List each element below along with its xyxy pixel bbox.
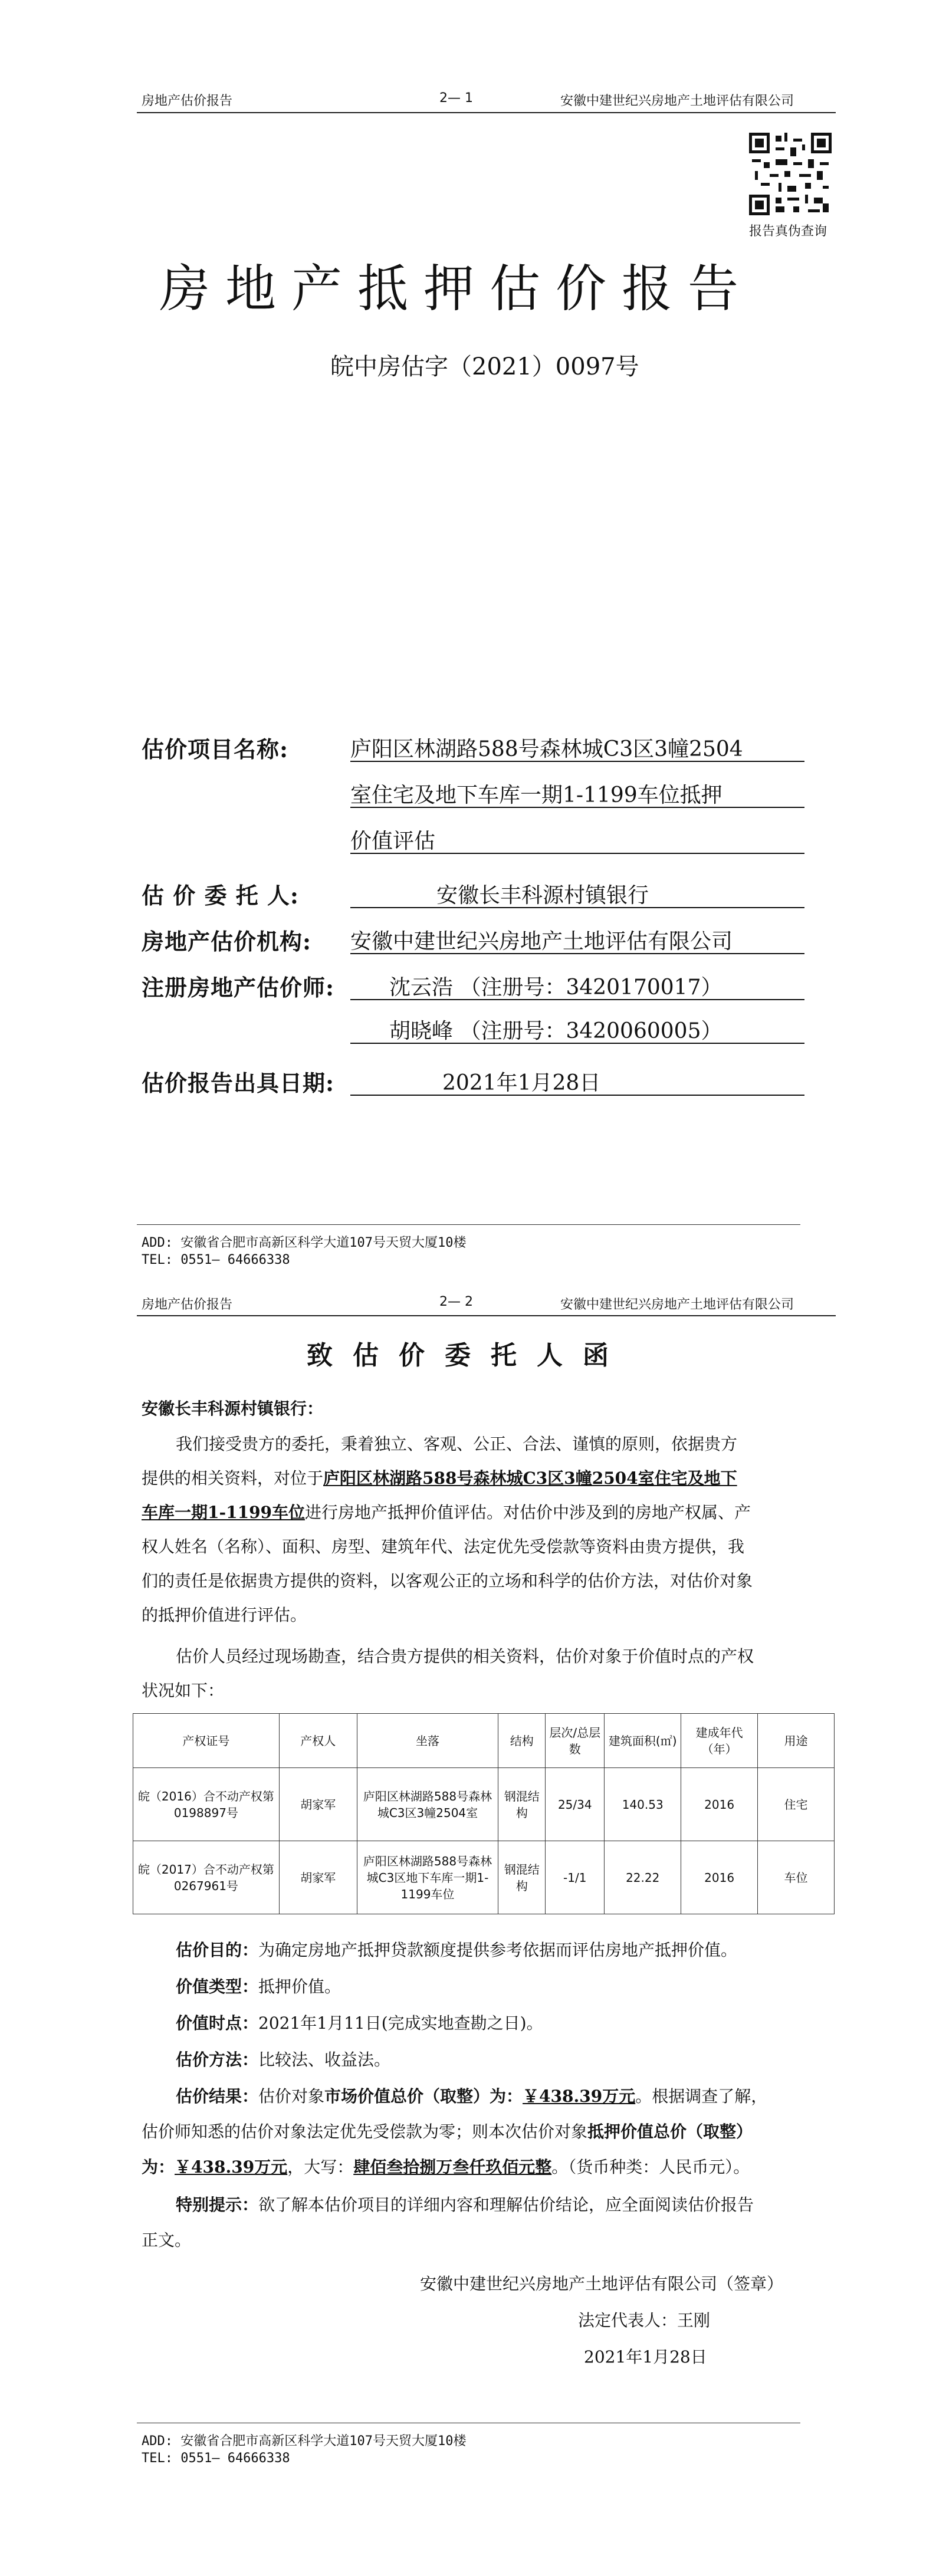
table-header: 结构 [498,1714,546,1768]
qr-caption: 报告真伪查询 [749,224,827,239]
table-cell: 140.53 [605,1768,681,1841]
table-cell: -1/1 [546,1841,605,1914]
special-note-line: 正文。 [142,2230,192,2250]
table-cell: 2016 [681,1841,758,1914]
table-header: 建成年代（年） [681,1714,758,1768]
table-header: 建筑面积(㎡) [605,1714,681,1768]
paragraph-line: 权人姓名（名称）、面积、房型、建筑年代、法定优先受偿款等资料由贵方提供，我 [142,1537,745,1556]
qr-code-icon [749,133,832,215]
legal-representative: 法定代表人：王刚 [578,2311,711,2330]
table-cell: 皖（2017）合不动产权第0267961号 [133,1841,280,1914]
header-left: 房地产估价报告 [142,1297,233,1312]
underline [350,853,804,854]
value-date-line: 价值时点：2021年1月11日(完成实地查勘之日)。 [176,2013,543,2033]
footer-address: ADD: 安徽省合肥市高新区科学大道107号天贸大厦10楼 [142,2434,467,2449]
client-value: 安徽长丰科源村镇银行 [436,883,649,908]
project-name-line1: 庐阳区林湖路588号森林城C3区3幢2504 [350,737,743,761]
table-cell: 2016 [681,1768,758,1841]
appraiser-label: 注册房地产估价师: [142,974,335,1001]
footer-phone: TEL: 0551— 64666338 [142,1253,290,1267]
purpose-line: 估价目的：为确定房地产抵押贷款额度提供参考依据而评估房地产抵押价值。 [176,1940,738,1960]
header-rule [137,1315,836,1316]
underline [350,953,804,954]
property-rights-table [133,1713,835,1914]
table-header: 产权人 [279,1714,357,1768]
project-name-line3: 价值评估 [350,829,436,853]
agency-label: 房地产估价机构: [142,928,312,955]
client-label: 估 价 委 托 人: [142,882,299,909]
result-line: 估价师知悉的估价对象法定优先受偿款为零；则本次估价对象抵押价值总价（取整） [142,2122,753,2141]
table-cell: 胡家军 [279,1841,357,1914]
signature-date: 2021年1月28日 [584,2347,707,2367]
footer-address: ADD: 安徽省合肥市高新区科学大道107号天贸大厦10楼 [142,1236,467,1250]
header-right: 安徽中建世纪兴房地产土地评估有限公司 [560,94,794,109]
letter-title: 致估价委托人函 [307,1340,629,1371]
paragraph-line: 们的责任是依据贵方提供的资料，以客观公正的立场和科学的估价方法，对估价对象 [142,1571,753,1591]
header-page-number: 2— 2 [439,1294,473,1309]
underline [350,1095,804,1096]
underline [350,1043,804,1044]
table-header: 坐落 [357,1714,498,1768]
special-note-line: 特别提示：欲了解本估价项目的详细内容和理解估价结论，应全面阅读估价报告 [176,2195,754,2214]
issue-date-label: 估价报告出具日期: [142,1070,335,1096]
table-row [133,1768,835,1841]
value-type-line: 价值类型：抵押价值。 [176,1977,341,1996]
header-page-number: 2— 1 [439,91,473,106]
underline [350,999,804,1000]
appraiser-2: 胡晓峰 （注册号：3420060005） [389,1019,722,1043]
project-name-label: 估价项目名称: [142,736,289,763]
salutation: 安徽长丰科源村镇银行： [142,1399,324,1418]
header-left: 房地产估价报告 [142,94,233,109]
footer-phone: TEL: 0551— 64666338 [142,2451,290,2466]
table-cell: 钢混结构 [498,1768,546,1841]
table-header-row [133,1714,835,1768]
paragraph-line: 我们接受贵方的委托，秉着独立、客观、公正、合法、谨慎的原则，依据贵方 [176,1434,738,1454]
method-line: 估价方法：比较法、收益法。 [176,2050,391,2069]
table-cell: 皖（2016）合不动产权第0198897号 [133,1768,280,1841]
paragraph-line: 的抵押价值进行评估。 [142,1605,307,1625]
paragraph-line: 状况如下： [142,1681,225,1700]
agency-value: 安徽中建世纪兴房地产土地评估有限公司 [350,929,733,954]
paragraph-line: 提供的相关资料，对位于庐阳区林湖路588号森林城C3区3幢2504室住宅及地下 [142,1468,737,1488]
signature-company: 安徽中建世纪兴房地产土地评估有限公司（签章） [420,2274,784,2294]
paragraph-line: 车库一期1-1199车位进行房地产抵押价值评估。对估价中涉及到的房地产权属、产 [142,1503,751,1522]
footer-rule [137,1224,800,1225]
project-name-line2: 室住宅及地下车库一期1-1199车位抵押 [350,783,722,807]
report-title: 房地产抵押估价报告 [159,259,754,318]
table-header: 用途 [758,1714,835,1768]
table-cell: 庐阳区林湖路588号森林城C3区3幢2504室 [357,1768,498,1841]
table-row [133,1841,835,1914]
table-cell: 25/34 [546,1768,605,1841]
issue-date-value: 2021年1月28日 [442,1071,601,1095]
result-line: 为：￥438.39万元，大写：肆佰叁拾捌万叁仟玖佰元整。（货币种类：人民币元）。 [142,2157,750,2177]
table-cell: 22.22 [605,1841,681,1914]
table-cell: 胡家军 [279,1768,357,1841]
table-cell: 钢混结构 [498,1841,546,1914]
report-number: 皖中房估字（2021）0097号 [330,353,639,380]
underline [350,907,804,908]
table-cell: 车位 [758,1841,835,1914]
underline [350,761,804,762]
header-rule [137,112,836,113]
table-header: 层次/总层数 [546,1714,605,1768]
result-line: 估价结果：估价对象市场价值总价（取整）为：￥438.39万元。根据调查了解， [176,2087,768,2106]
table-header: 产权证号 [133,1714,280,1768]
underline [350,807,804,808]
appraiser-1: 沈云浩 （注册号：3420170017） [389,975,722,1000]
paragraph-line: 估价人员经过现场勘查，结合贵方提供的相关资料，估价对象于价值时点的产权 [176,1647,754,1666]
header-right: 安徽中建世纪兴房地产土地评估有限公司 [560,1297,794,1312]
table-cell: 住宅 [758,1768,835,1841]
table-cell: 庐阳区林湖路588号森林城C3区地下车库一期1-1199车位 [357,1841,498,1914]
